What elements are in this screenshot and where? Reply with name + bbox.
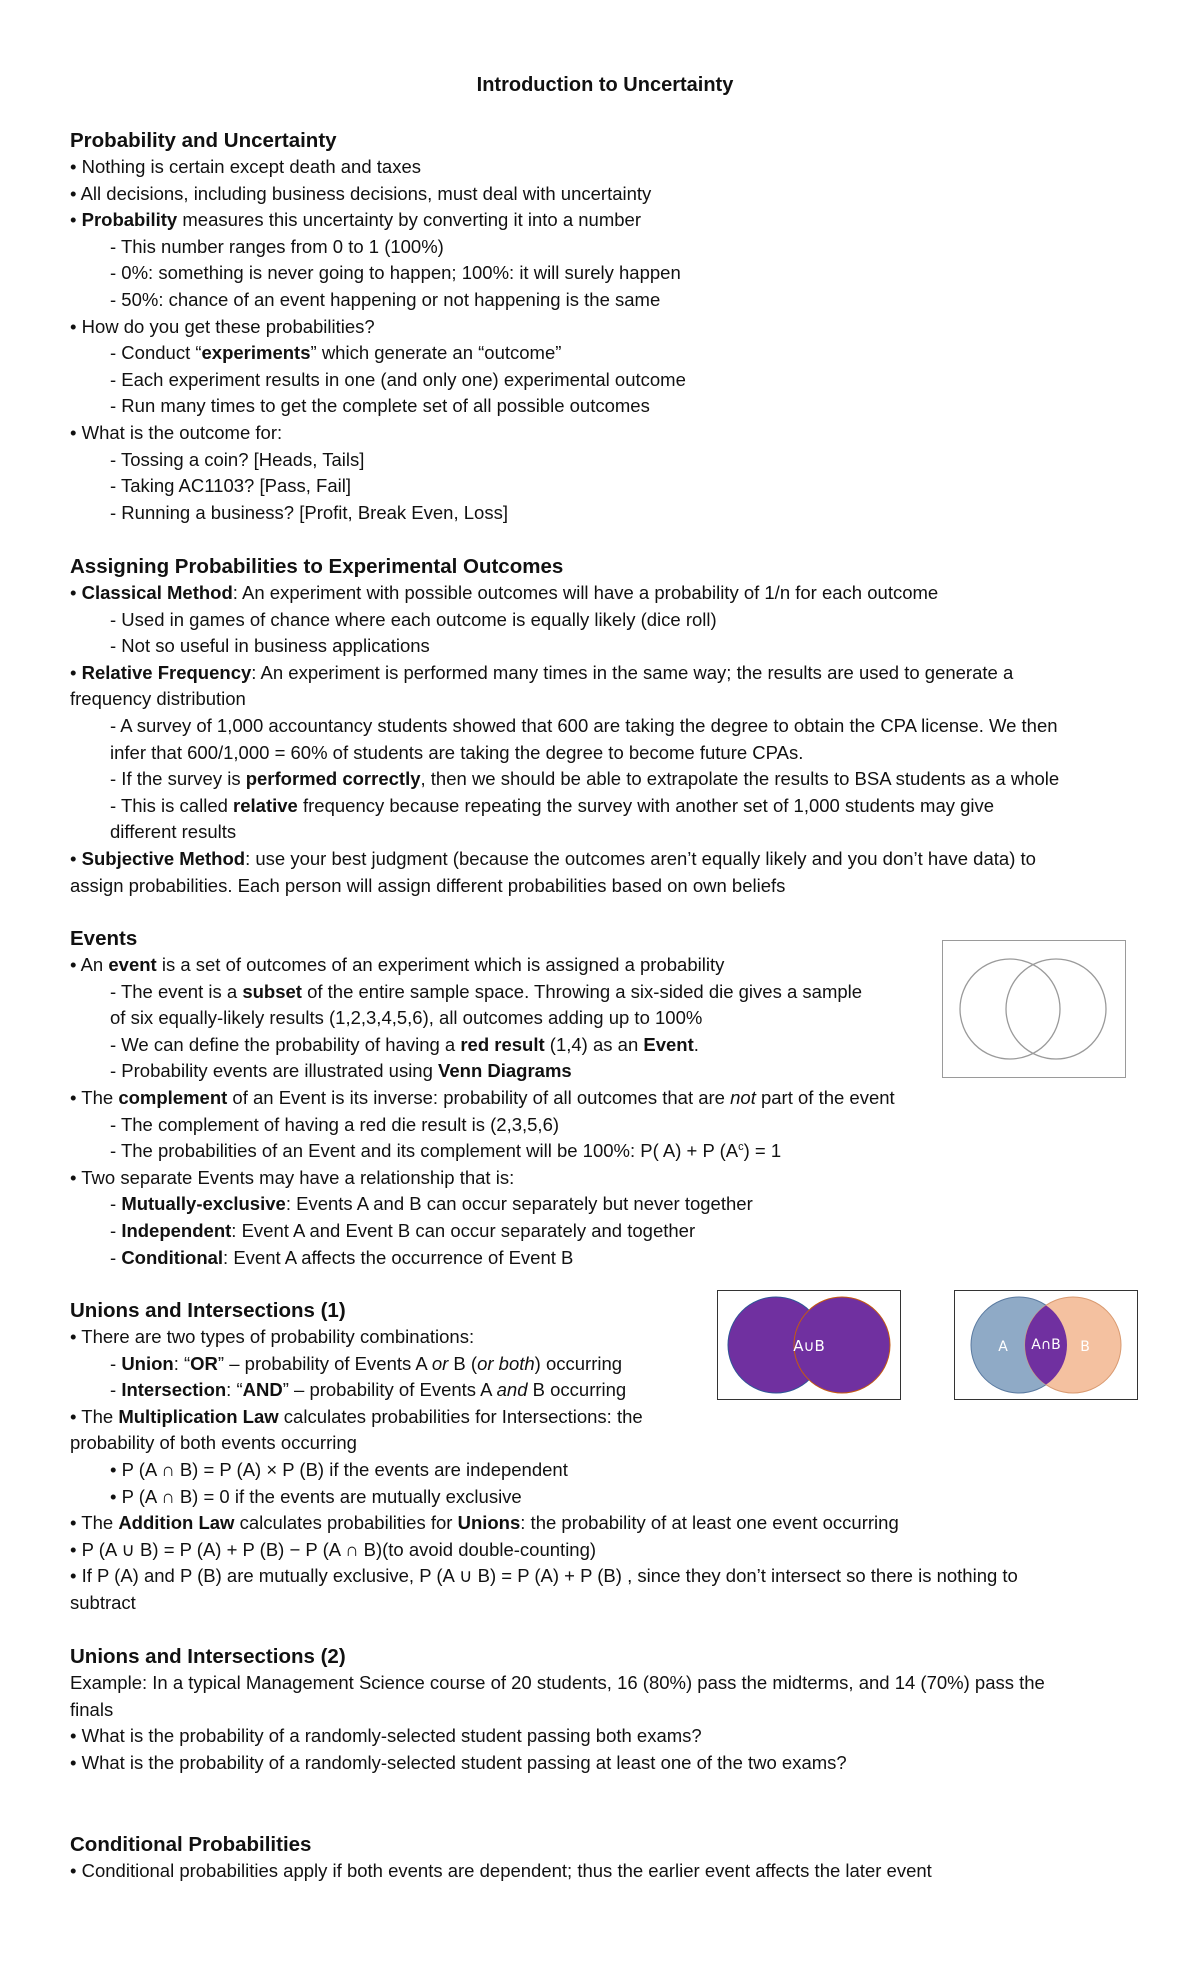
sub-line: - Tossing a coin? [Heads, Tails] (110, 448, 365, 470)
sub-line: - Each experiment results in one (and only one) experimental outcome (110, 368, 686, 390)
sub-line: infer that 600/1,000 = 60% of students are taking the degree to become future CPAs. (110, 741, 804, 763)
intersection-label-b: B (1080, 1339, 1090, 1355)
section-heading: Assigning Probabilities to Experimental Outcomes (70, 555, 564, 578)
section-assigning-probabilities (70, 554, 1140, 899)
sub-line: - Running a business? [Profit, Break Even, Loss] (110, 501, 508, 523)
sub-line: - We can define the probability of having a red result (1,4) as an Event. (110, 1033, 699, 1055)
bullet-line: • All decisions, including business decisions, must deal with uncertainty (70, 182, 652, 204)
bullet-line: assign probabilities. Each person will assign different probabilities based on own beliefs (70, 874, 786, 896)
sub-line: - If the survey is performed correctly, then we should be able to extrapolate the results to BSA students as a whole (110, 768, 1060, 790)
sub-line: - Independent: Event A and Event B can occur separately and together (110, 1219, 696, 1241)
bullet-line: • The complement of an Event is its inverse: probability of all outcomes that are not part of the event (70, 1086, 895, 1108)
section-heading: Probability and Uncertainty (70, 129, 337, 152)
bullet-line: • There are two types of probability combinations: (70, 1326, 475, 1347)
venn-intersection-svg (955, 1291, 1137, 1399)
section-heading: Unions and Intersections (2) (70, 1645, 346, 1668)
venn-outline-svg (943, 941, 1125, 1077)
intersection-label-ab: A∩B (1031, 1337, 1061, 1353)
sub-line: - Intersection: “AND” – probability of Events A and B occurring (110, 1379, 627, 1401)
section-heading: Unions and Intersections (1) (70, 1299, 346, 1322)
bullet-line: • Two separate Events may have a relationship that is: (70, 1166, 515, 1188)
sub-line: - Conditional: Event A affects the occurrence of Event B (110, 1246, 574, 1268)
sub-line: different results (110, 821, 237, 843)
bullet-line: • What is the probability of a randomly-selected student passing both exams? (70, 1725, 702, 1747)
sub-line: - Used in games of chance where each outcome is equally likely (dice roll) (110, 608, 717, 630)
body-line: Example: In a typical Management Science course of 20 students, 16 (80%) pass the midterms, and 14 (70%) pass the (70, 1672, 1045, 1693)
bullet-line: • The Multiplication Law calculates probabilities for Intersections: the (70, 1405, 643, 1427)
sub-line: - The probabilities of an Event and its complement will be 100%: P( A) + P $(A^c) = 1$ (110, 1140, 782, 1162)
bullet-line: frequency distribution (70, 688, 246, 710)
bullet-line: • P (A ∪ B) = P (A) + P (B) − P (A ∩ B)(to avoid double-counting) (70, 1538, 597, 1560)
venn-intersection-figure (954, 1290, 1138, 1400)
sub-line: of six equally-likely results (1,2,3,4,5,6), all outcomes adding up to 100% (110, 1007, 703, 1029)
bullet-line: • Relative Frequency: An experiment is performed many times in the same way; the results are used to generate a (70, 661, 1014, 683)
union-label: A∪B (793, 1337, 825, 1355)
venn-union-figure (717, 1290, 901, 1400)
bullet-line: • What is the probability of a randomly-selected student passing at least one of the two exams? (70, 1751, 847, 1773)
bullet-line: • How do you get these probabilities? (70, 315, 375, 337)
bullet-line: • An event is a set of outcomes of an experiment which is assigned a probability (70, 954, 725, 975)
sub-line: - A survey of 1,000 accountancy students showed that 600 are taking the degree to obtain the CPA license. We then (110, 714, 1058, 736)
bullet-line: • If P (A) and P (B) are mutually exclusive, P (A ∪ B) = P (A) + P (B) , since they don’t intersect so there is nothing to (70, 1565, 1018, 1587)
bullet-line: • Nothing is certain except death and taxes (70, 156, 421, 177)
bullet-line: • Subjective Method: use your best judgment (because the outcomes aren’t equally likely and you don’t have data) to (70, 847, 1036, 869)
sub-line: - This number ranges from 0 to 1 (100%) (110, 235, 444, 257)
bullet-line: • Classical Method: An experiment with possible outcomes will have a probability of 1/n for each outcome (70, 582, 939, 603)
section-unions-intersections-2 (70, 1644, 1140, 1776)
bullet-line: subtract (70, 1591, 136, 1613)
section-heading: Events (70, 927, 138, 950)
sub-line: - Run many times to get the complete set of all possible outcomes (110, 395, 650, 417)
bullet-line: • The Addition Law calculates probabilities for Unions: the probability of at least one event occurring (70, 1512, 899, 1534)
sub-line: - 50%: chance of an event happening or not happening is the same (110, 288, 661, 310)
document-title: Introduction to Uncertainty (476, 74, 734, 96)
sub-line: - Union: “OR” – probability of Events A or B (or both) occurring (110, 1352, 623, 1374)
sub-line: - Not so useful in business applications (110, 635, 430, 657)
sub-line: - This is called relative frequency because repeating the survey with another set of 1,000 students may give (110, 794, 995, 816)
venn-union-svg (718, 1291, 900, 1399)
section-probability-uncertainty (70, 128, 1140, 526)
bullet-line: • Conditional probabilities apply if both events are dependent; thus the earlier event affects the later event (70, 1860, 932, 1881)
bullet-line: • Probability measures this uncertainty by converting it into a number (70, 209, 641, 231)
bullet-line: • What is the outcome for: (70, 421, 283, 443)
intersection-label-a: A (998, 1339, 1008, 1355)
sub-line: - The complement of having a red die result is (2,3,5,6) (110, 1113, 560, 1135)
sub-line: - Taking AC1103? [Pass, Fail] (110, 475, 351, 497)
sub-line: - Probability events are illustrated using Venn Diagrams (110, 1060, 572, 1082)
body-line: finals (70, 1698, 114, 1720)
sub-line: - Mutually-exclusive: Events A and B can occur separately but never together (110, 1193, 753, 1215)
sub-line: - The event is a subset of the entire sample space. Throwing a six-sided die gives a sample (110, 980, 863, 1002)
venn-circle-b (1006, 959, 1106, 1059)
sub-line: • P (A ∩ B) = P (A) × P (B) if the events are independent (110, 1458, 568, 1480)
sub-line: • P (A ∩ B) = 0 if the events are mutually exclusive (110, 1485, 522, 1507)
venn-circle-a (960, 959, 1060, 1059)
sub-line: - 0%: something is never going to happen; 100%: it will surely happen (110, 262, 681, 284)
sub-line: - Conduct “experiments” which generate an “outcome” (110, 342, 562, 364)
section-conditional-probabilities (70, 1832, 1140, 1885)
venn-diagram-outline-figure (942, 940, 1126, 1078)
bullet-line: probability of both events occurring (70, 1432, 357, 1454)
section-heading: Conditional Probabilities (70, 1833, 312, 1856)
